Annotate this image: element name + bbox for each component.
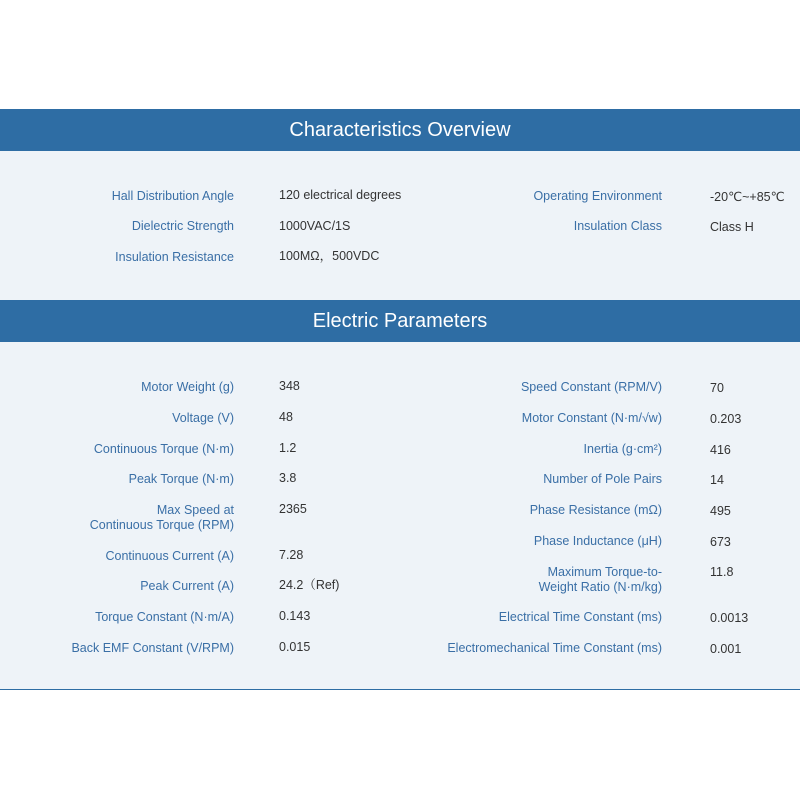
param-value: 0.001 xyxy=(710,642,742,656)
param-label-line: Weight Ratio (N·m/kg) xyxy=(538,580,662,594)
spec-label: Hall Distribution Angle xyxy=(111,189,234,203)
param-value: 24.2（Ref) xyxy=(279,578,340,592)
spec-value: 100MΩ，500VDC xyxy=(279,249,380,263)
electric-title: Electric Parameters xyxy=(312,309,488,332)
param-label xyxy=(0,503,234,533)
spec-label: Insulation Resistance xyxy=(115,250,234,264)
param-label: Back EMF Constant (V/RPM) xyxy=(71,641,234,655)
param-label: Electrical Time Constant (ms) xyxy=(498,610,662,624)
param-label: Voltage (V) xyxy=(172,411,234,425)
param-label-line: Max Speed at xyxy=(156,503,234,517)
param-value: 0.143 xyxy=(279,609,311,623)
param-label: Torque Constant (N·m/A) xyxy=(95,610,234,624)
param-value: 0.203 xyxy=(710,412,742,426)
param-label: Motor Constant (N·m/√w) xyxy=(521,411,662,425)
spec-value: -20℃~+85℃ xyxy=(710,190,785,204)
electric-header xyxy=(0,300,800,342)
characteristics-title: Characteristics Overview xyxy=(289,118,511,141)
param-label: Electromechanical Time Constant (ms) xyxy=(447,641,662,655)
param-label: Motor Weight (g) xyxy=(141,380,234,394)
spec-value: 120 electrical degrees xyxy=(279,188,402,202)
param-value: 673 xyxy=(710,535,731,549)
param-value: 2365 xyxy=(279,502,307,516)
param-value: 416 xyxy=(710,443,731,457)
param-value: 0.0013 xyxy=(710,611,749,625)
param-label: Continuous Current (A) xyxy=(105,549,234,563)
param-value: 7.28 xyxy=(279,548,304,562)
spec-value: 1000VAC/1S xyxy=(279,219,351,233)
bottom-divider xyxy=(0,689,800,690)
param-value: 348 xyxy=(279,379,300,393)
param-value: 11.8 xyxy=(710,565,734,579)
param-label: Phase Resistance (mΩ) xyxy=(529,503,662,517)
param-value: 70 xyxy=(710,381,724,395)
param-label: Continuous Torque (N·m) xyxy=(93,442,234,456)
param-label: Inertia (g·cm²) xyxy=(583,442,662,456)
param-value: 0.015 xyxy=(279,640,311,654)
param-label: Number of Pole Pairs xyxy=(543,472,662,486)
spec-label: Operating Environment xyxy=(533,189,662,203)
spec-label: Insulation Class xyxy=(573,219,662,233)
param-label: Peak Torque (N·m) xyxy=(128,472,234,486)
param-label-line: Continuous Torque (RPM) xyxy=(89,518,234,532)
param-label: Phase Inductance (μH) xyxy=(533,534,662,548)
param-label: Speed Constant (RPM/V) xyxy=(520,380,662,394)
param-value: 48 xyxy=(279,410,293,424)
param-label: Peak Current (A) xyxy=(140,579,234,593)
param-value: 1.2 xyxy=(279,441,297,455)
param-value: 14 xyxy=(710,473,724,487)
spec-label: Dielectric Strength xyxy=(131,219,234,233)
param-label-line: Maximum Torque-to- xyxy=(547,565,662,579)
characteristics-header xyxy=(0,109,800,151)
spec-value: Class H xyxy=(710,220,754,234)
param-label xyxy=(400,565,662,595)
param-value: 3.8 xyxy=(279,471,297,485)
param-value: 495 xyxy=(710,504,731,518)
